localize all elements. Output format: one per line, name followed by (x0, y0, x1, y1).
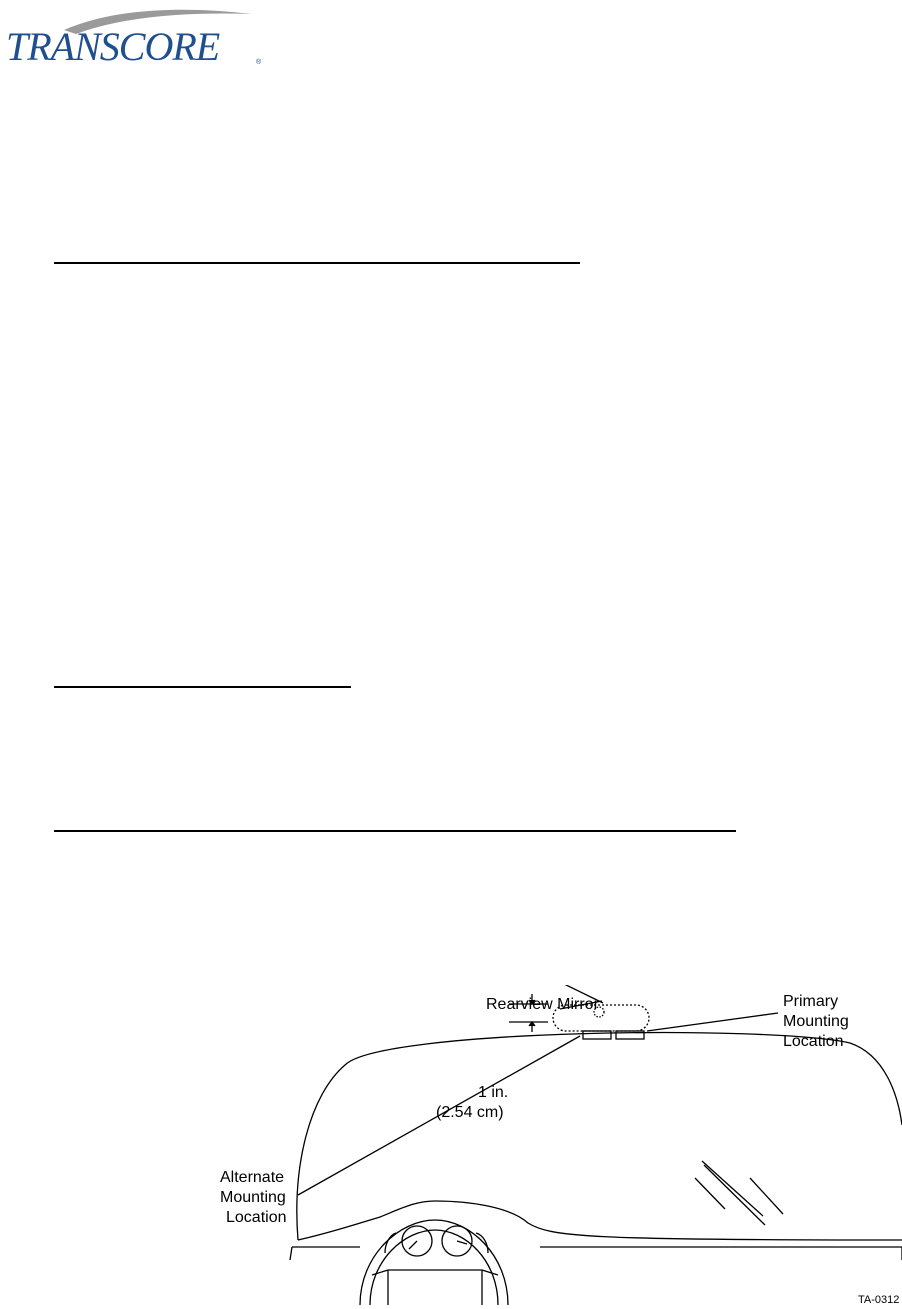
primary-label-line2: Mounting (783, 1013, 849, 1030)
rearview-mirror-label: Rearview Mirror (486, 996, 599, 1013)
logo-wordmark: TRANSCORE (6, 24, 220, 66)
alternate-label-line2: Mounting (220, 1189, 286, 1206)
dimension-label-line1: 1 in. (478, 1084, 509, 1101)
alternate-label-line1: Alternate (220, 1169, 285, 1186)
drawing-code: TA-0312 (858, 1294, 900, 1306)
windshield-mounting-diagram (210, 985, 902, 1309)
primary-label-line3: Location (783, 1033, 844, 1050)
primary-leader (647, 1013, 778, 1031)
section-rule-2 (54, 686, 351, 688)
transcore-logo (4, 4, 266, 66)
windshield-outline (297, 1033, 902, 1240)
dimension-label-line2: (2.54 cm) (436, 1104, 504, 1121)
section-rule-1 (54, 262, 580, 264)
primary-label-line1: Primary (783, 993, 839, 1010)
dashboard-curve (298, 1201, 902, 1240)
alternate-mounting-box (583, 1031, 611, 1039)
registered-mark: ® (256, 59, 262, 66)
alternate-label-line3: Location (226, 1209, 287, 1226)
section-rule-3 (54, 830, 736, 832)
